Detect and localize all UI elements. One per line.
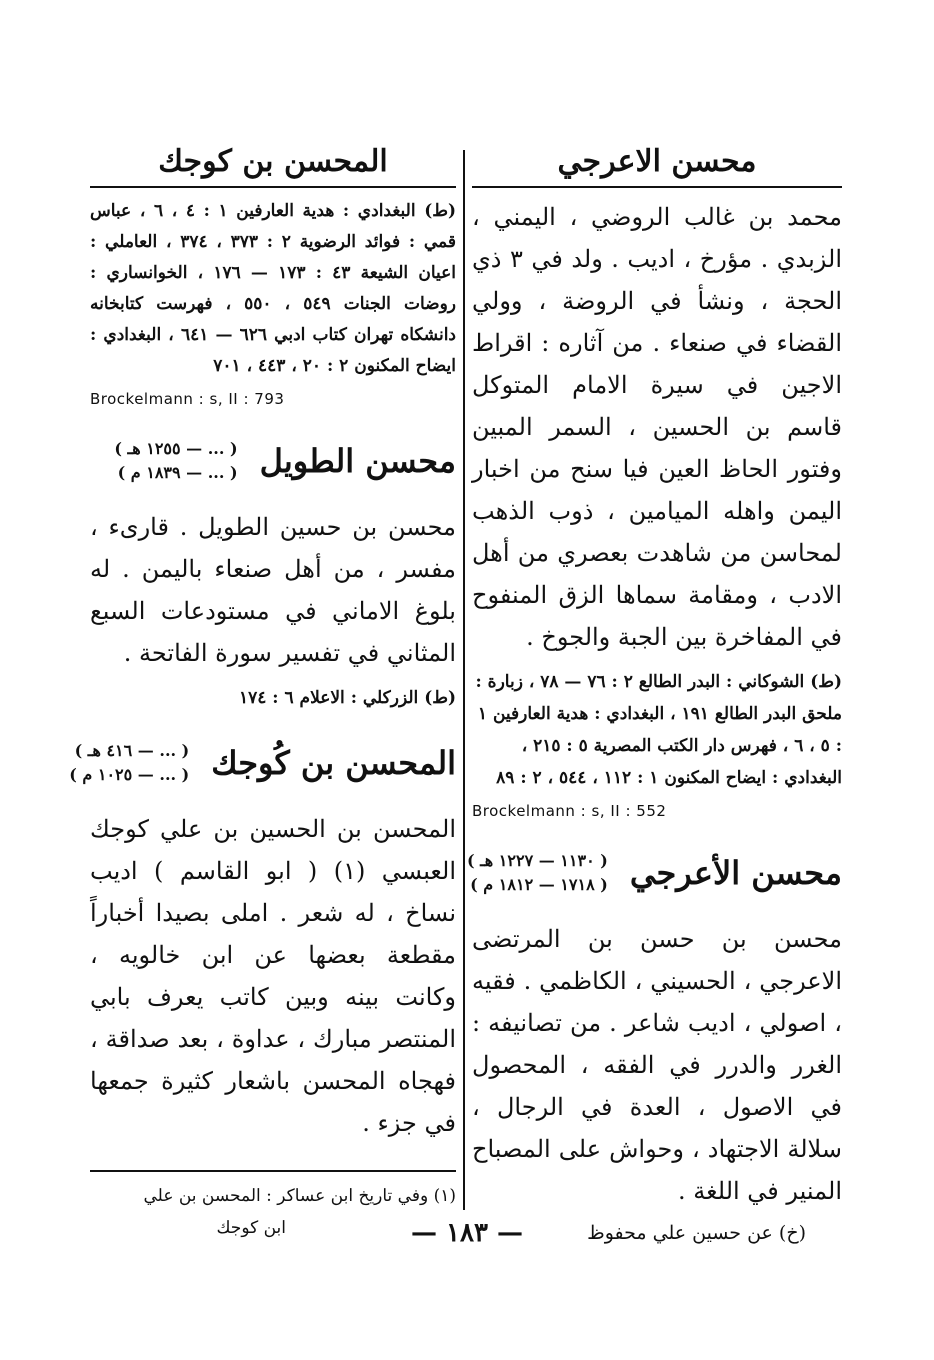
entry-source: (خ) عن حسين علي محفوظ	[587, 1222, 806, 1244]
entry-reference: (ط) الزركلي : الاعلام ٦ : ١٧٤	[238, 688, 456, 708]
header-rule	[472, 186, 842, 188]
entry-dates	[114, 437, 237, 485]
references: (ط) الشوكاني : البدر الطالع ٢ : ٧٦ — ٧٨ ، زبارة : ملحق البدر الطالع ١٩١ ، البغدادي : هدية العارفين ١ : ٥ ، ٦ ، فهرس دار الكتب المصرية ٥ : ٢١٥ ، البغدادي : ايضاح المكنون ١ : ١١٢ ، ٥٤٤ ، ٢ : ٨٩	[475, 672, 842, 788]
entry-heading	[69, 728, 456, 798]
entry-name: المحسن بن كُوجك	[211, 744, 456, 782]
dates-gregorian: ( ١٧١٨ — ١٨١٢ م )	[470, 875, 608, 894]
dates-gregorian: ( ... — ١٠٢٥ م )	[69, 765, 190, 784]
entry-heading	[90, 426, 456, 496]
column-divider	[463, 150, 465, 1210]
entry-text: محسن بن حسن بن المرتضى الاعرجي ، الحسيني ، الكاظمي . فقيه ، اصولي ، اديب شاعر . من تصانيفه : الغرر والدرر في الفقه ، المحصول في الاصول ، العدة في الرجال ، سلالة الاجتهاد ، وحواش على المصباح المنير في اللغة .	[472, 925, 842, 1205]
entry-dates	[69, 739, 189, 787]
continued-entry-text: محمد بن غالب الروضي ، اليمني ، الزبدي . مؤرخ ، اديب . ولد في ٣ ذي الحجة ، ونشأ في الروضة ، وولي القضاء في صنعاء . من آثاره : اقراط الاجين في سيرة الامام المتوكل قاسم بن الحسين ، السمر المبين وفتور الحاظ العين فيا سنح من اخبار اليمن واهله الميامين ، ذوب الذهب لمحاسن من شاهدت بعصري من أهل الادب ، ومقامة سماها الزق المنفوح في المفاخرة بين الجبة والجوخ .	[472, 203, 842, 651]
footnote-rule	[90, 1170, 456, 1172]
dates-hijri: ( ١١٣٠ — ١٢٢٧ هـ )	[466, 851, 608, 870]
references: (ط) البغدادي : هدية العارفين ١ : ٤ ، ٦ ، عباس قمي : فوائد الرضوية ٢ : ٣٧٣ ، ٣٧٤ ، العاملي : اعيان الشيعة ٤٣ : ١٧٣ — ١٧٦ ، الخوانساري : روضات الجنات ٥٤٩ ، ٥٥٠ ، فهرست كتابخانه دانشكاه تهران كتاب ادبي ٦٢٦ — ٦٤١ ، البغدادي : ايضاح المكنون ٢ : ٢٠ ، ٤٤٣ ، ٧٠١	[90, 201, 456, 376]
page-number: — ١٨٣ —	[410, 1218, 524, 1248]
brockelmann-reference: Brockelmann : s, II : 552	[472, 802, 667, 820]
footnote: (١) وفي تاريخ ابن عساكر : المحسن بن علي	[143, 1186, 456, 1206]
entry-name: محسن الطويل	[259, 442, 456, 480]
header-rule	[90, 186, 456, 188]
entry-heading	[466, 838, 842, 908]
right-column-header: محسن الاعرجي	[557, 144, 757, 179]
left-column-header: المحسن بن كوجك	[158, 144, 388, 179]
entry-name: محسن الأعرجي	[629, 854, 842, 892]
dates-gregorian: ( ... — ١٨٣٩ م )	[117, 463, 238, 482]
brockelmann-reference: Brockelmann : s, II : 793	[90, 390, 285, 408]
dates-hijri: ( ... — ١٢٥٥ هـ )	[114, 439, 238, 458]
dates-hijri: ( ... — ٤١٦ هـ )	[74, 741, 190, 760]
entry-text: المحسن بن الحسين بن علي كوجك العبسي (١) ( ابو القاسم ) اديب نساخ ، له شعر . املى بصيدا أخباراً مقطعة بعضها عن ابن خالويه ، وكانت بينه وبين كاتب يعرف بابي المنتصر مبارك ، عداوة ، بعد صداقة ، فهجاه المحسن باشعار كثيرة جمعها في جزء .	[90, 815, 456, 1137]
footnote-continuation: ابن كوجك	[216, 1218, 286, 1238]
entry-dates	[467, 849, 608, 897]
entry-text: محسن بن حسين الطويل . قارىء ، مفسر ، من أهل صنعاء باليمن . له بلوغ الاماني في مستودعات السبع المثاني في تفسير سورة الفاتحة .	[90, 513, 456, 667]
left-column	[69, 140, 456, 1244]
